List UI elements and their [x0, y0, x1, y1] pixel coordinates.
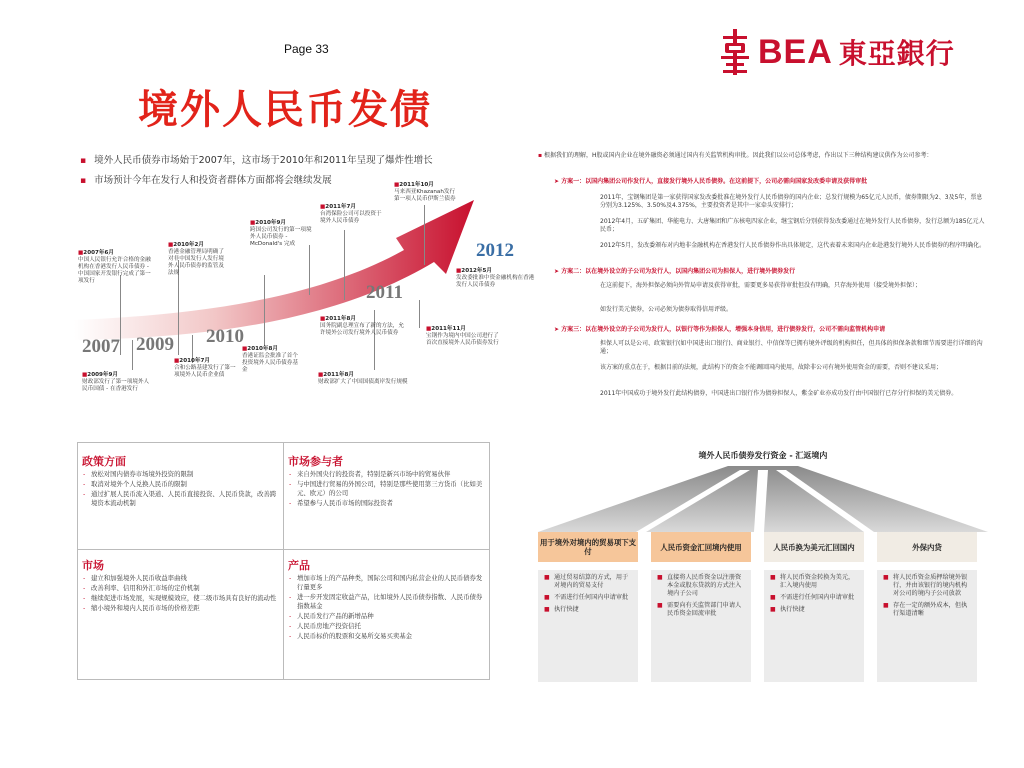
flow-column-body	[764, 570, 864, 682]
page-title: 境外人民币发债	[138, 86, 432, 133]
leader-line	[424, 205, 425, 265]
plan-1-point: 2011年，宝钢集团是第一家获得国家发改委批准在境外发行人民币债券的国内企业；总发行规模为65亿元人民币，债券期限为2、3及5年，票息分别为3.125%、3.50%及4.375%，主要投资者是其中一家牵头安排行；	[600, 194, 983, 209]
year-label-2007: 2007	[82, 336, 120, 357]
plan-2-title: ➤ 方案二：以在境外设立的子公司为发行人，以国内集团公司为担保人，进行境外债券发行	[554, 268, 796, 275]
leader-line	[264, 275, 265, 345]
funnel-graphic	[538, 466, 988, 534]
list-item: - 进一步开发固定收益产品，比如境外人民币债券指数、人民币债券指数基金	[297, 593, 484, 611]
participants-heading: 市场参与者	[288, 455, 343, 468]
plan-2-point: 如发行美元债券，公司必须为债券取得信用评级。	[600, 306, 733, 313]
timeline-bullet-1: ▪ 境外人民币债券市场始于2007年，这市场于2010年和2011年呈现了爆炸性增长	[80, 152, 433, 166]
funds-flow-diagram	[538, 448, 988, 680]
event-2011-08-b: ■ 2011年8月 财政部扩大了中国国债离岸发行规模	[318, 372, 410, 386]
plan-1-point: 2012年4月，五矿集团、华能电力、大唐集团和广东核电四家企业，继宝钢后分别获得发改委通过在境外发行人民币债券，发行总额为185亿元人民币；	[600, 218, 985, 233]
plan-1-point: 2012年5月，发改委颁布对内地非金融机构在香港发行人民币债券作出具体规定，这代表着未来国内企业赴港发行境外人民币债券的程序明确化。	[600, 242, 986, 249]
plan-2-point: 在这前提下，海外担保必须向外管局申请及获得审批，需要更多易获得审批但没有明确，只存海外使用（接受境外担保）；	[600, 282, 922, 289]
flow-column-header: 人民币资金汇回境内使用	[651, 532, 751, 562]
timeline-bullet-2: ▪ 市场预计今年在发行人和投资者群体方面都将会继续发展	[80, 172, 332, 186]
leader-line	[344, 230, 345, 300]
market-cell	[82, 561, 278, 614]
list-item: ■ 执行快捷	[544, 606, 633, 614]
plan-3-point: 担保人可以是公司、政策银行(如中国进出口银行)、商业银行、中信保等已拥有境外评级的机构担任，但具体的担保条款和细节需要进行详细的沟通；	[600, 340, 983, 355]
plan-3-point: 2011年中国成功于境外发行此结构债券，中国进出口银行作为债券担保人，紫金矿业亦成功发行由中国银行已存分行担保的美元债券。	[600, 390, 958, 397]
plan-1-title: ➤ 方案一：以国内集团公司作发行人，直接发行境外人民币债券。在这前提下，公司必需向国家发改委申请及获得审批	[554, 178, 868, 185]
list-item: - 取消对境外个人兑换人民币的限制	[91, 480, 278, 489]
products-heading: 产品	[288, 559, 310, 572]
list-item: - 人民币标价的股票和交易所交易买卖基金	[297, 632, 484, 641]
event-2012-05: ■ 2012年5月 发改委批准中资金融机构在香港发行人民币债券	[456, 268, 536, 289]
policy-heading: 政策方面	[82, 455, 126, 468]
plans-intro: ▪ 根据我们的理解，H股或国内企业在境外融资必须通过国内有关监管机构审批。因此我们以公司总体考虑，作出以下三种结构建议供作为公司参考：	[538, 152, 933, 159]
flow-column-convert-usd	[764, 532, 864, 682]
list-item: ■ 将人民币资金转换为美元，汇入境内使用	[770, 574, 859, 590]
list-item: - 人民币房地产投资信托	[297, 622, 484, 631]
table-divider	[283, 443, 284, 679]
list-item: ■ 存在一定的额外成本，但执行渠道清晰	[883, 602, 972, 618]
flow-column-header: 外保内贷	[877, 532, 977, 562]
list-item: - 希望参与人民币市场的国际投资者	[297, 499, 484, 508]
plan-3-point: 该方案的重点在于，根据目前的法规，此结构下的资金不能调回国内使用，故除非公司有境外使用资金的需要，否则不建议采用；	[600, 364, 943, 371]
leader-line	[309, 245, 310, 295]
flow-column-header: 人民币换为美元汇回国内	[764, 532, 864, 562]
list-item: - 增加市场上的产品种类，国际公司和国内私营企业的人民币债券发行量更多	[297, 574, 484, 592]
timeline-panel	[74, 150, 536, 420]
bea-emblem-icon	[720, 28, 750, 76]
list-item: - 人民币发行产品的新增品种	[297, 612, 484, 621]
list-item: - 缩小境外和境内人民币市场的价格差距	[91, 604, 278, 613]
list-item: - 继续促进市场发展，实现规模效应，使二级市场具有良好的流动性	[91, 594, 278, 603]
list-item: ■ 需要向有关监管部门申请人民币资金回流审批	[657, 602, 746, 618]
year-label-2010: 2010	[206, 326, 244, 347]
flow-column-trade	[538, 532, 638, 682]
leader-line	[132, 340, 133, 370]
flow-column-body	[877, 570, 977, 682]
list-item: - 通过扩展人民币流入渠道、人民币直接投资、人民币贷款，改善跨境资本流动机制	[91, 490, 278, 508]
products-cell	[288, 561, 484, 642]
event-2010-09: ■ 2010年9月 跨国公司发行的第一项境外人民币债券 - McDonald's 完成	[250, 220, 312, 248]
event-2010-07: ■ 2010年7月 合和公路基建发行了第一项境外人民币企业债	[174, 358, 238, 379]
year-label-2011: 2011	[366, 282, 403, 303]
participants-cell	[288, 457, 484, 509]
flow-column-remit-rmb	[651, 532, 751, 682]
list-item: ■ 直接将人民币资金以注册资本金或股东贷款的方式注入境内子公司	[657, 574, 746, 598]
list-item: ■ 不需进行任何国内申请审批	[770, 594, 859, 602]
flow-title: 境外人民币债券发行资金 - 汇返境内	[698, 451, 828, 460]
list-item: - 来自外国央行的投资者，特别是新兴市场中的贸易伙伴	[297, 470, 484, 479]
list-item: ■ 将人民币资金质押给境外银行，并由该银行的境内机构对公司的境内子公司放款	[883, 574, 972, 598]
event-2011-07: ■ 2011年7月 台湾保险公司可以投资于境外人民币债券	[320, 204, 382, 225]
bea-logo	[720, 26, 955, 78]
event-2011-10: ■ 2011年10月 马来西亚Khazanah发行第一项人民币伊斯兰债券	[394, 182, 458, 203]
flow-column-body	[651, 570, 751, 682]
event-2007-06: ■ 2007年6月 中国人民银行允许合格的金融机构在香港发行人民币债券 - 中国国家开发银行完成了第一项发行	[78, 250, 156, 285]
event-2011-11: ■ 2011年11月 宝钢作为境内中国公司进行了首次直接境外人民币债券发行	[426, 326, 502, 347]
event-2010-02: ■ 2010年2月 香港金融管理局明确了对非中国发行人发行境外人民币债券的监管及法规	[168, 242, 228, 277]
page-number: Page 33	[284, 42, 329, 56]
list-item: ■ 执行快捷	[770, 606, 859, 614]
logo-text: BEA	[758, 32, 833, 71]
leader-line	[419, 300, 420, 328]
list-item: - 放松对国内债券市场境外投资的限制	[91, 470, 278, 479]
year-label-2009: 2009	[136, 334, 174, 355]
year-label-2012: 2012	[476, 240, 514, 261]
list-item: ■ 不需进行任何国内申请审批	[544, 594, 633, 602]
leader-line	[120, 275, 121, 355]
list-item: ■ 通过贸易结算的方式，用于对境内的贸易支付	[544, 574, 633, 590]
event-2011-08-a: ■ 2011年8月 国务院副总理宣布了新的方法，允许境外公司发行境外人民币债券	[320, 316, 406, 337]
flow-column-header: 用于境外对境内的贸易项下支付	[538, 532, 638, 562]
market-heading: 市场	[82, 559, 104, 572]
flow-column-body	[538, 570, 638, 682]
list-item: - 建立和加强境外人民币收益率曲线	[91, 574, 278, 583]
event-2009-09: ■ 2009年9月 财政部发行了第一项境外人民币国债 - 在香港发行	[82, 372, 154, 393]
list-item: - 改善利率、信用和外汇市场的定价机制	[91, 584, 278, 593]
event-2010-08: ■ 2010年8月 香港证监会批准了首个投资境外人民币债券基金	[242, 346, 302, 374]
flow-column-guarantee-loan	[877, 532, 977, 682]
plan-3-title: ➤ 方案三：以在境外设立的子公司为发行人，以银行等作为担保人，增强本身信用，进行债券发行，公司不需向监管机构申请	[554, 326, 886, 333]
policy-cell	[82, 457, 278, 509]
market-factors-table	[77, 442, 490, 680]
list-item: - 与中国进行贸易的外国公司，特别是那些使用第三方货币（比如美元、欧元）的公司	[297, 480, 484, 498]
logo-chinese-name: 東亞銀行	[838, 37, 955, 70]
